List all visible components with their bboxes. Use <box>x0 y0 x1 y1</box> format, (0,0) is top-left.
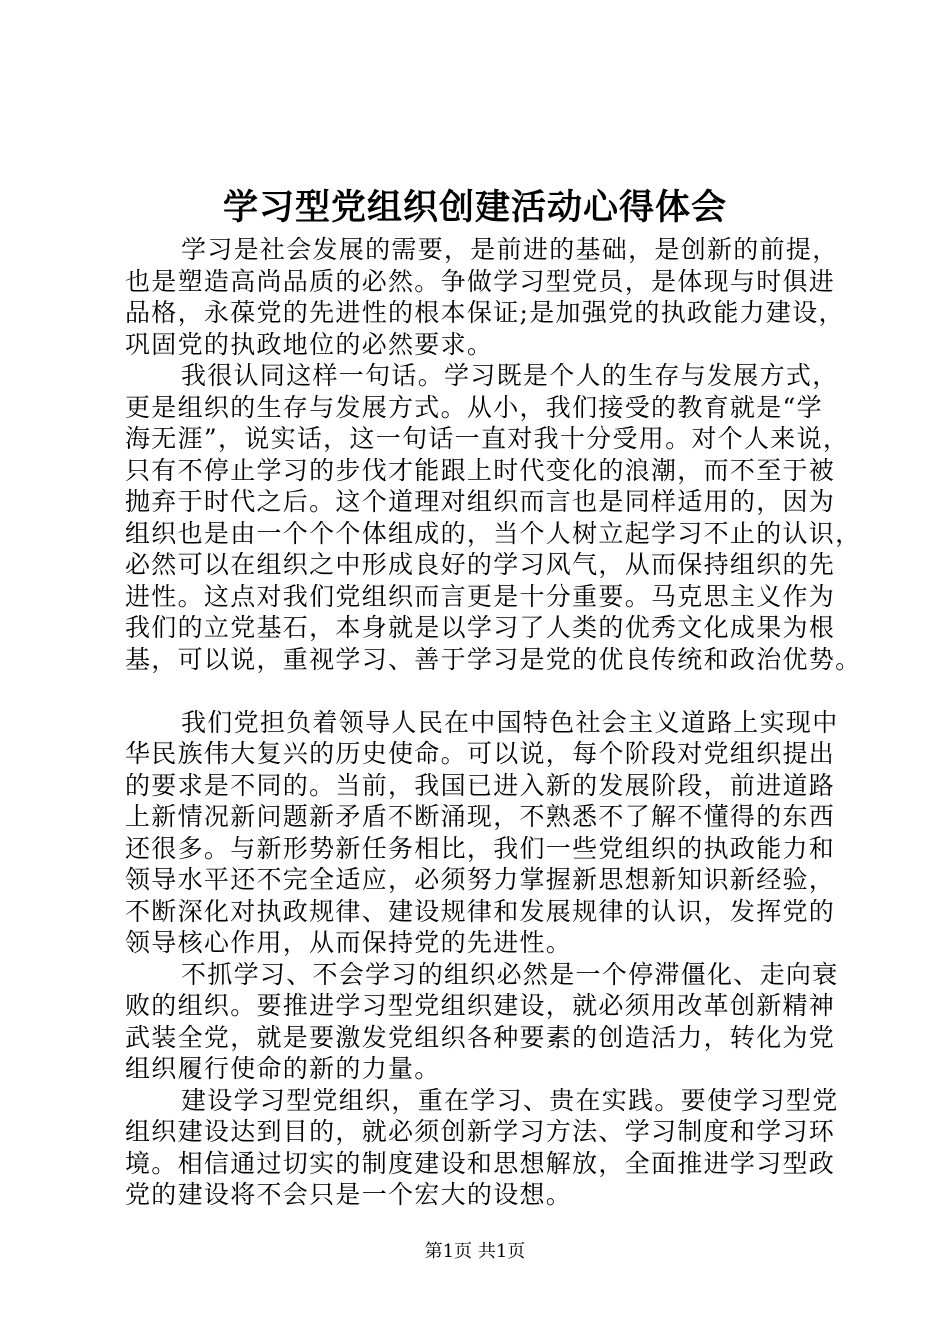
text-line: 建设学习型党组织，重在学习、贵在实践。要使学习型党 <box>181 1085 839 1115</box>
text-line: 败的组织。要推进学习型党组织建设，就必须用改革创新精神 <box>125 991 836 1020</box>
blank-line <box>125 675 837 707</box>
text-line: 领导核心作用，从而保持党的先进性。 <box>125 928 573 957</box>
text-line: 不断深化对执政规律、建设规律和发展规律的认识，发挥党的 <box>125 896 836 926</box>
text-line: 巩固党的执政地位的必然要求。 <box>125 329 494 359</box>
text-line: 组织履行使命的新的力量。 <box>125 1054 441 1083</box>
text-line: 党的建设将不会只是一个宏大的设想。 <box>125 1180 573 1209</box>
text-line: 我很认同这样一句话。学习既是个人的生存与发展方式， <box>181 361 839 390</box>
text-line: 华民族伟大复兴的历史使命。可以说，每个阶段对党组织提出 <box>125 739 836 768</box>
text-line: 组织建设达到目的，就必须创新学习方法、学习制度和学习环 <box>125 1117 836 1146</box>
text-line: 必然可以在组织之中形成良好的学习风气，从而保持组织的先 <box>125 550 836 579</box>
text-line: 武装全党，就是要激发党组织各种要素的创造活力，转化为党 <box>125 1022 836 1052</box>
text-line: 只有不停止学习的步伐才能跟上时代变化的浪潮，而不至于被 <box>125 455 836 485</box>
text-line: 组织也是由一个个个体组成的，当个人树立起学习不止的认识， <box>125 518 862 548</box>
text-line: 不抓学习、不会学习的组织必然是一个停滞僵化、走向衰 <box>181 959 839 989</box>
text-line: 海无涯”，说实话，这一句话一直对我十分受用。对个人来说， <box>125 424 850 453</box>
text-line: 我们的立党基石，本身就是以学习了人类的优秀文化成果为根 <box>125 613 836 642</box>
page-title: 学习型党组织创建活动心得体会 <box>222 187 727 228</box>
text-line: 的要求是不同的。当前，我国已进入新的发展阶段，前进道路 <box>125 770 836 800</box>
text-line: 上新情况新问题新矛盾不断涌现，不熟悉不了解不懂得的东西 <box>125 802 836 831</box>
text-line: 境。相信通过切实的制度建设和思想解放，全面推进学习型政 <box>125 1148 836 1178</box>
text-line: 进性。这点对我们党组织而言更是十分重要。马克思主义作为 <box>125 581 836 611</box>
text-line: 领导水平还不完全适应，必须努力掌握新思想新知识新经验， <box>125 865 836 894</box>
text-line: 品格，永葆党的先进性的根本保证;是加强党的执政能力建设， <box>125 298 845 327</box>
document-body <box>125 234 862 1211</box>
page-footer: 第1页 共1页 <box>424 1241 526 1262</box>
text-line: 我们党担负着领导人民在中国特色社会主义道路上实现中 <box>181 707 839 737</box>
text-line: 还很多。与新形势新任务相比，我们一些党组织的执政能力和 <box>125 833 836 863</box>
text-line: 学习是社会发展的需要，是前进的基础，是创新的前提， <box>181 235 839 264</box>
text-line: 也是塑造高尚品质的必然。争做学习型党员，是体现与时俱进 <box>125 266 836 296</box>
text-line: 抛弃于时代之后。这个道理对组织而言也是同样适用的，因为 <box>125 487 836 516</box>
text-line: 基，可以说，重视学习、善于学习是党的优良传统和政治优势。 <box>125 644 862 674</box>
text-line: 更是组织的生存与发展方式。从小，我们接受的教育就是“学 <box>125 392 823 422</box>
